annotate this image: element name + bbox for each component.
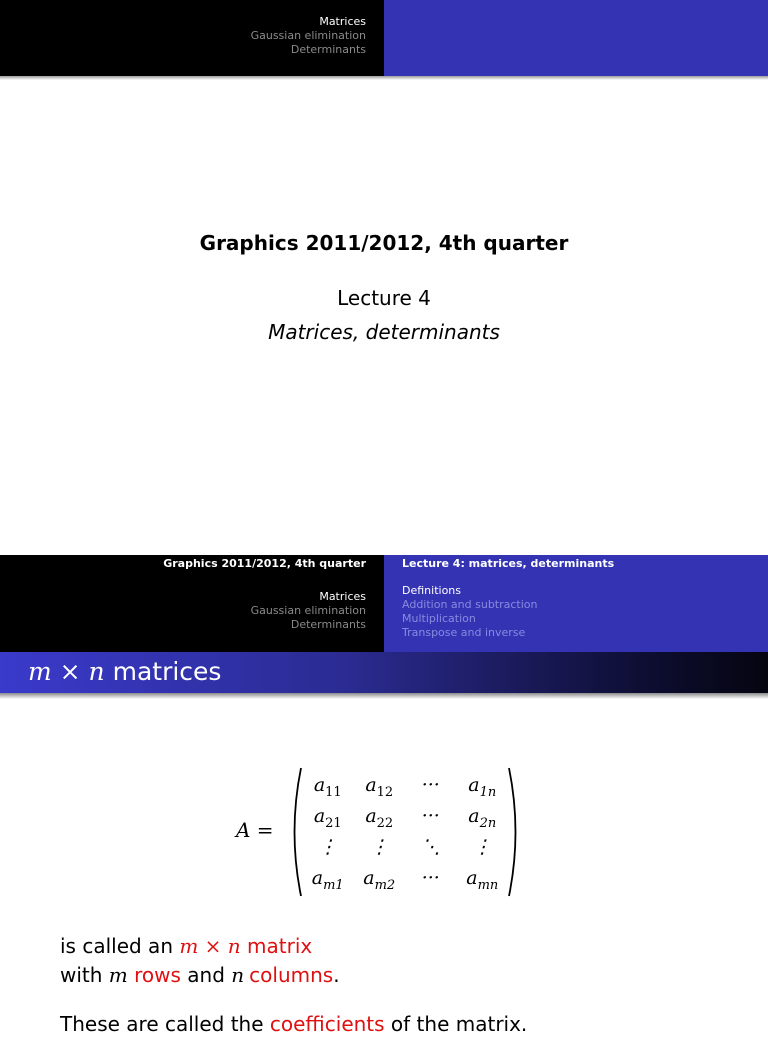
text-line-1 bbox=[60, 932, 312, 960]
matrix-cell: $a_{mn}$ bbox=[466, 867, 499, 893]
nav-item-matrices[interactable]: Matrices bbox=[319, 15, 366, 28]
text-m-by-n: m × n bbox=[179, 934, 241, 958]
section-nav-2 bbox=[251, 590, 366, 632]
section-nav-1 bbox=[251, 15, 366, 57]
text-rows: rows bbox=[134, 963, 181, 987]
matrix-cell: ⋮ bbox=[472, 836, 492, 858]
text-with: with bbox=[60, 963, 103, 987]
matrix-cell: $a_{22}$ bbox=[365, 805, 394, 831]
matrix-cell: ⋮ bbox=[369, 836, 389, 858]
right-parenthesis bbox=[506, 766, 524, 898]
matrix-cell: $a_{m2}$ bbox=[363, 867, 396, 893]
matrix-cell: $a_{1n}$ bbox=[468, 774, 497, 800]
matrix-cell: $a_{m1}$ bbox=[311, 867, 344, 893]
text-m: m bbox=[108, 963, 128, 987]
text-coefficients: coefficients bbox=[269, 1012, 385, 1036]
text-n: n bbox=[231, 963, 245, 987]
nav-item-gaussian-elimination[interactable]: Gaussian elimination bbox=[250, 29, 366, 42]
frame-title bbox=[28, 657, 221, 687]
text-is-called-an: is called an bbox=[60, 934, 173, 958]
matrix-cell: ··· bbox=[421, 774, 440, 796]
matrix-cell: $a_{2n}$ bbox=[468, 805, 497, 831]
text-line-2 bbox=[60, 961, 340, 989]
lecture-subtitle: Matrices, determinants bbox=[268, 320, 500, 344]
frame-title-text: matrices bbox=[112, 657, 222, 686]
header-right-panel bbox=[384, 0, 768, 76]
text-and: and bbox=[187, 963, 225, 987]
lecture-title-header: Lecture 4: matrices, determinants bbox=[402, 557, 615, 570]
text-of-the-matrix: of the matrix. bbox=[390, 1012, 528, 1036]
subsection-nav bbox=[402, 584, 538, 640]
header-left-panel bbox=[0, 0, 384, 76]
frame-title-bar bbox=[0, 652, 768, 693]
text-columns: columns bbox=[249, 963, 334, 987]
matrix-equation bbox=[230, 762, 540, 902]
text-these-are-called-the: These are called the bbox=[60, 1012, 264, 1036]
header-right-panel bbox=[384, 555, 768, 652]
nav-item-gaussian-elimination[interactable]: Gaussian elimination bbox=[250, 604, 366, 617]
course-title-header: Graphics 2011/2012, 4th quarter bbox=[163, 557, 366, 570]
header-left-panel bbox=[0, 555, 384, 652]
header-bar-2 bbox=[0, 555, 768, 652]
matrix-lhs: A = bbox=[236, 818, 274, 842]
matrix-cell: ··· bbox=[421, 805, 440, 827]
nav-item-multiplication[interactable]: Multiplication bbox=[402, 612, 476, 625]
nav-item-definitions[interactable]: Definitions bbox=[402, 584, 461, 597]
nav-item-matrices[interactable]: Matrices bbox=[319, 590, 366, 603]
nav-item-transpose-inverse[interactable]: Transpose and inverse bbox=[402, 626, 526, 639]
text-matrix: matrix bbox=[247, 934, 313, 958]
nav-item-addition-subtraction[interactable]: Addition and subtraction bbox=[402, 598, 538, 611]
lecture-number: Lecture 4 bbox=[337, 286, 431, 310]
matrix-grid bbox=[302, 772, 508, 896]
frame-title-shadow bbox=[0, 693, 768, 699]
matrix-cell: $a_{12}$ bbox=[365, 774, 394, 800]
header-shadow bbox=[0, 76, 768, 80]
matrix-cell: $a_{21}$ bbox=[313, 805, 342, 831]
nav-item-determinants[interactable]: Determinants bbox=[290, 618, 366, 631]
text-line-3 bbox=[60, 1010, 527, 1038]
frame-title-math: m × n bbox=[28, 657, 105, 686]
nav-item-determinants[interactable]: Determinants bbox=[290, 43, 366, 56]
matrix-cell: ··· bbox=[421, 867, 440, 889]
matrix-cell: ⋱ bbox=[421, 836, 441, 858]
matrix-cell: $a_{11}$ bbox=[313, 774, 342, 800]
presentation-title: Graphics 2011/2012, 4th quarter bbox=[199, 231, 569, 255]
header-bar-1 bbox=[0, 0, 768, 76]
text-period: . bbox=[333, 963, 340, 987]
matrix-cell: ⋮ bbox=[318, 836, 338, 858]
